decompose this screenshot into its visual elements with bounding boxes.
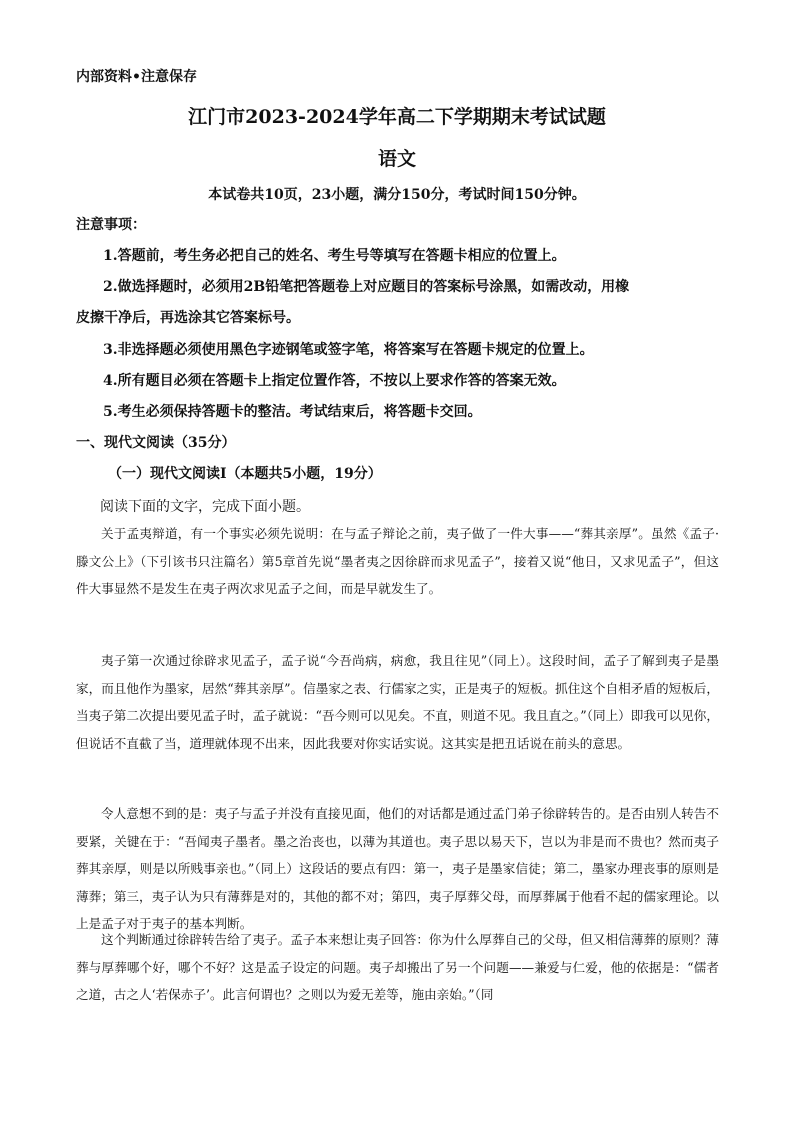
note-item-2: 2.做选择题时，必须用2B铅笔把答题卷上对应题目的答案标号涂黑，如需改动，用橡 xyxy=(103,279,630,295)
note-item-5: 5.考生必须保持答题卡的整洁。考试结束后，将答题卡交回。 xyxy=(103,404,482,420)
passage-paragraph: 夷子第一次通过徐辟求见孟子，孟子说“今吾尚病，病愈，我且往见”（同上）。这段时间，孟子了解到夷子是墨家，而且他作为墨家，居然“葬其亲厚”。信墨家之表、行儒家之实，正是夷子的短板。抓住这个自相矛盾的短板后，当夷子第二次提出要见孟子时，孟子就说：“吾今则可以见矣。不直，则道不见。我且直之。”（同上）即我可以见你，但说话不直截了当，道理就体现不出来，因此我要对你实话实说。这其实是把丑话说在前头的意思。 xyxy=(76,653,719,751)
exam-title: 江门市2023-2024学年高二下学期期末考试试题 xyxy=(188,106,606,128)
passage-paragraph: 这个判断通过徐辟转告给了夷子。孟子本来想让夷子回答：你为什么厚葬自己的父母，但又相信薄葬的原则？薄葬与厚葬哪个好，哪个不好？这是孟子设定的问题。夷子却搬出了另一个问题——兼爱与仁爱，他的依据是：“儒者之道，古之人‘若保赤子’。此言何谓也？之则以为爱无差等，施由亲始。”（同 xyxy=(76,932,719,1002)
exam-summary: 本试卷共10页，23小题，满分150分，考试时间150分钟。 xyxy=(208,187,586,203)
passage-paragraph: 关于孟夷辩道，有一个事实必须先说明：在与孟子辩论之前，夷子做了一件大事——“葬其亲厚”。虽然《孟子·滕文公上》（下引该书只注篇名）第5章首先说“墨者夷之因徐辟而求见孟子”，接着又说“他日，又求见孟子”，但这件大事显然不是发生在夷子两次求见孟子之间，而是早就发生了。 xyxy=(76,526,719,596)
note-item-3: 3.非选择题必须使用黑色字迹钢笔或签字笔，将答案写在答题卡规定的位置上。 xyxy=(103,342,594,358)
passage-paragraph: 令人意想不到的是：夷子与孟子并没有直接见面，他们的对话都是通过孟门弟子徐辟转告的。是否由别人转告不要紧，关键在于：“吾闻夷子墨者。墨之治丧也，以薄为其道也。夷子思以易天下，岂以为非是而不贵也？然而夷子葬其亲厚，则是以所贱事亲也。”（同上）这段话的要点有四：第一，夷子是墨家信徒；第二，墨家办理丧事的原则是薄葬；第三，夷子认为只有薄葬是对的，其他的都不对；第四，夷子厚葬父母，而厚葬属于他看不起的儒家理论。以上是孟子对于夷子的基本判断。 xyxy=(76,806,719,931)
note-item-1: 1.答题前，考生务必把自己的姓名、考生号等填写在答题卡相应的位置上。 xyxy=(103,248,566,264)
note-item-2-continued: 皮擦干净后，再选涂其它答案标号。 xyxy=(76,310,300,326)
confidential-label: 内部资料•注意保存 xyxy=(76,69,197,85)
notes-heading: 注意事项： xyxy=(76,217,146,233)
subsection-heading: （一）现代文阅读Ⅰ（本题共5小题，19分） xyxy=(108,466,382,482)
reading-instruction: 阅读下面的文字，完成下面小题。 xyxy=(100,499,310,515)
subject-title: 语文 xyxy=(377,148,416,170)
section-heading: 一、现代文阅读（35分） xyxy=(76,435,236,451)
note-item-4: 4.所有题目必须在答题卡上指定位置作答，不按以上要求作答的答案无效。 xyxy=(103,373,566,389)
